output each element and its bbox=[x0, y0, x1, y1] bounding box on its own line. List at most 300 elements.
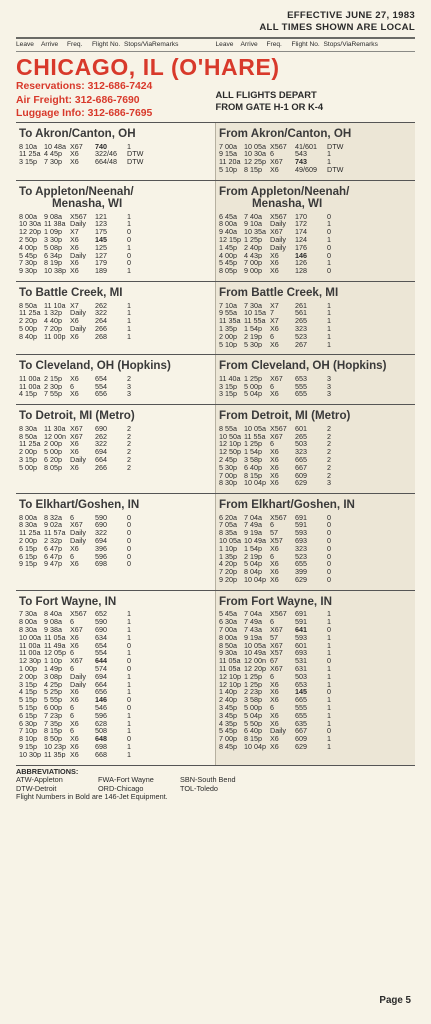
flight-row bbox=[219, 464, 415, 472]
leave-time: 11 25a bbox=[19, 309, 41, 318]
frequency: X6 bbox=[70, 448, 79, 456]
leave-time: 10 30a bbox=[19, 220, 41, 229]
contacts-block bbox=[16, 80, 415, 122]
leave-time: 4 15p bbox=[19, 390, 37, 399]
remarks bbox=[355, 383, 379, 391]
leave-time: 6 15p bbox=[19, 544, 37, 553]
abbr-item: ORD-Chicago bbox=[98, 783, 144, 793]
flight-row bbox=[219, 383, 415, 391]
flight-row bbox=[19, 626, 215, 634]
frequency: X6 bbox=[270, 251, 279, 260]
remarks bbox=[355, 333, 379, 341]
stops-via: DTW bbox=[127, 158, 144, 166]
leave-time: 5 00p bbox=[19, 463, 37, 472]
frequency: Daily bbox=[270, 243, 286, 252]
frequency: X6 bbox=[270, 688, 279, 697]
flight-number: 266 bbox=[95, 463, 107, 472]
arrive-time: 7 40a bbox=[244, 212, 262, 221]
remarks bbox=[355, 252, 379, 260]
arrive-time: 2 19p bbox=[244, 332, 262, 341]
remarks bbox=[355, 553, 379, 561]
arrive-time: 10 15a bbox=[244, 309, 266, 318]
flight-number: 546 bbox=[95, 703, 107, 712]
remarks bbox=[355, 456, 379, 464]
route-title: From Battle Creek, MI bbox=[219, 286, 339, 300]
arrive-time: 8 15p bbox=[44, 727, 62, 736]
flight-number: 655 bbox=[295, 390, 307, 399]
stops-via: 2 bbox=[327, 463, 331, 472]
stops-via: 1 bbox=[127, 243, 131, 252]
remarks bbox=[355, 545, 379, 553]
stops-via: 1 bbox=[127, 727, 131, 736]
flight-row bbox=[19, 143, 215, 151]
route-section bbox=[16, 181, 415, 281]
flight-number: 396 bbox=[95, 544, 107, 553]
leave-time: 8 50a bbox=[19, 432, 37, 441]
flight-row bbox=[219, 317, 415, 325]
arrive-time: 11 38a bbox=[44, 220, 66, 229]
arrive-time: 11 05a bbox=[44, 633, 66, 642]
stops-via: 0 bbox=[127, 735, 131, 743]
arrive-time: 6 47p bbox=[44, 552, 62, 561]
flight-row bbox=[219, 244, 415, 252]
frequency: X6 bbox=[70, 374, 79, 383]
departures-to bbox=[16, 282, 215, 354]
remarks bbox=[355, 213, 379, 221]
flight-row bbox=[19, 150, 215, 158]
flight-row bbox=[19, 333, 215, 341]
flight-row bbox=[19, 649, 215, 657]
arrive-time: 5 55p bbox=[44, 696, 62, 704]
flight-row bbox=[19, 529, 215, 537]
arrive-time: 2 15p bbox=[44, 374, 62, 383]
arrive-time: 2 30p bbox=[44, 382, 62, 391]
arrive-time: 1 54p bbox=[244, 324, 262, 333]
route-title: From Cleveland, OH (Hopkins) bbox=[219, 359, 387, 373]
arrive-time: 5 08p bbox=[44, 243, 62, 252]
flight-row bbox=[219, 537, 415, 545]
flight-number: 124 bbox=[295, 236, 307, 244]
leave-time: 3 15p bbox=[19, 680, 37, 689]
remarks bbox=[355, 317, 379, 325]
leave-time: 11 25a bbox=[19, 529, 41, 538]
flight-number: 322 bbox=[95, 440, 107, 449]
flight-number: 508 bbox=[95, 727, 107, 736]
reservations-phone: Reservations: 312-686-7424 bbox=[16, 81, 153, 92]
flight-row bbox=[19, 259, 215, 267]
flight-number: 175 bbox=[95, 228, 107, 237]
flight-row bbox=[219, 213, 415, 221]
flight-row bbox=[19, 696, 215, 704]
air-freight-phone: Air Freight: 312-686-7690 bbox=[16, 94, 140, 106]
flight-number: 176 bbox=[295, 243, 307, 252]
flight-row bbox=[19, 720, 215, 728]
remarks bbox=[155, 143, 179, 151]
frequency: Daily bbox=[270, 727, 286, 736]
remarks bbox=[155, 681, 179, 689]
flight-number: 41/601 bbox=[295, 142, 317, 151]
flight-row bbox=[219, 333, 415, 341]
stops-via: 2 bbox=[327, 424, 331, 433]
remarks bbox=[355, 618, 379, 626]
remarks bbox=[355, 228, 379, 236]
flight-row bbox=[219, 568, 415, 576]
remarks bbox=[155, 545, 179, 553]
stops-via: 0 bbox=[127, 521, 131, 530]
leave-time: 6 30a bbox=[219, 618, 237, 626]
remarks bbox=[355, 657, 379, 665]
route-title: From Fort Wayne, IN bbox=[219, 594, 332, 608]
departures-to bbox=[16, 591, 215, 765]
flight-row bbox=[219, 267, 415, 275]
city-title: CHICAGO, IL (O'HARE) bbox=[16, 54, 280, 80]
remarks bbox=[355, 642, 379, 650]
arrive-time: 10 04p bbox=[244, 576, 266, 584]
flight-number: 121 bbox=[95, 212, 107, 221]
remarks bbox=[355, 448, 379, 456]
flight-row bbox=[19, 433, 215, 441]
flight-number: 654 bbox=[95, 641, 107, 650]
stops-via: 1 bbox=[327, 680, 331, 689]
frequency: Daily bbox=[70, 220, 86, 229]
flight-row bbox=[219, 649, 415, 657]
leave-time: 11 35a bbox=[219, 317, 241, 325]
leave-time: 9 30p bbox=[19, 267, 37, 276]
flight-number: 656 bbox=[95, 688, 107, 697]
flight-row bbox=[219, 576, 415, 584]
stops-via: 1 bbox=[327, 317, 331, 325]
flight-number: 531 bbox=[295, 657, 307, 665]
stops-via: 0 bbox=[127, 657, 131, 665]
route-title: From Elkhart/Goshen, IN bbox=[219, 498, 355, 512]
stops-via: 2 bbox=[327, 471, 331, 480]
frequency: X567 bbox=[270, 212, 287, 221]
flight-number: 523 bbox=[295, 332, 307, 341]
leave-time: 2 40p bbox=[219, 696, 237, 704]
stops-via: 1 bbox=[127, 680, 131, 689]
arrive-time: 9 19a bbox=[244, 633, 262, 642]
flight-number: 664 bbox=[95, 680, 107, 689]
leave-time: 10 00a bbox=[19, 633, 41, 642]
stops-via: 0 bbox=[327, 228, 331, 237]
flight-row bbox=[219, 158, 415, 166]
flight-number: 590 bbox=[95, 513, 107, 522]
flight-row bbox=[19, 325, 215, 333]
leave-time: 7 00a bbox=[219, 625, 237, 634]
leave-time: 1 45p bbox=[219, 243, 237, 252]
remarks bbox=[155, 673, 179, 681]
stops-via: 0 bbox=[327, 267, 331, 276]
flight-number: 698 bbox=[95, 560, 107, 569]
arrive-time: 10 30a bbox=[244, 150, 266, 159]
remarks bbox=[155, 529, 179, 537]
remarks bbox=[355, 341, 379, 349]
flight-number: 145 bbox=[295, 688, 307, 697]
remarks bbox=[355, 158, 379, 166]
flight-number: 634 bbox=[95, 633, 107, 642]
flight-row bbox=[19, 727, 215, 735]
arrive-time: 11 30a bbox=[44, 424, 66, 433]
arrive-time: 7 49a bbox=[244, 618, 262, 626]
stops-via: 0 bbox=[327, 529, 331, 538]
stops-via: 2 bbox=[127, 448, 131, 456]
arrive-time: 1 32p bbox=[44, 309, 62, 318]
frequency: X6 bbox=[70, 742, 79, 751]
arrive-time: 1 49p bbox=[44, 664, 62, 673]
flight-number: 266 bbox=[95, 324, 107, 333]
leave-time: 2 00p bbox=[19, 672, 37, 681]
remarks bbox=[155, 657, 179, 665]
flight-number: 503 bbox=[295, 672, 307, 681]
route-title: To Appleton/Neenah/ bbox=[19, 184, 134, 198]
flight-number: 126 bbox=[295, 259, 307, 268]
route-title: To Elkhart/Goshen, IN bbox=[19, 498, 140, 512]
flight-number: 555 bbox=[295, 703, 307, 712]
stops-via: 1 bbox=[127, 309, 131, 318]
flight-row bbox=[219, 448, 415, 456]
remarks bbox=[355, 425, 379, 433]
flight-row bbox=[19, 642, 215, 650]
frequency: X6 bbox=[270, 742, 279, 751]
stops-via: 1 bbox=[127, 742, 131, 751]
arrive-time: 11 55a bbox=[244, 432, 266, 441]
frequency: Daily bbox=[70, 680, 86, 689]
stops-via: 1 bbox=[327, 610, 331, 619]
flight-row bbox=[19, 634, 215, 642]
flight-row bbox=[19, 309, 215, 317]
stops-via: 1 bbox=[327, 309, 331, 318]
leave-time: 5 10p bbox=[219, 340, 237, 349]
flight-number: 693 bbox=[295, 537, 307, 545]
column-header: Remarks bbox=[351, 41, 378, 48]
flight-row bbox=[219, 673, 415, 681]
stops-via: 3 bbox=[327, 479, 331, 488]
flight-number: 694 bbox=[95, 672, 107, 681]
flight-row bbox=[219, 150, 415, 158]
leave-time: 7 20p bbox=[219, 568, 237, 577]
column-header: Freq. bbox=[266, 41, 282, 48]
flight-row bbox=[19, 673, 215, 681]
remarks bbox=[155, 514, 179, 522]
stops-via: 1 bbox=[327, 259, 331, 268]
remarks bbox=[355, 236, 379, 244]
flight-row bbox=[19, 665, 215, 673]
remarks bbox=[155, 383, 179, 391]
arrive-time: 1 54p bbox=[244, 544, 262, 553]
flight-number: 145 bbox=[95, 236, 107, 244]
leave-time: 5 30p bbox=[219, 463, 237, 472]
flight-number: 628 bbox=[95, 719, 107, 728]
frequency: X6 bbox=[270, 259, 279, 268]
route-section bbox=[16, 494, 415, 590]
flight-number: 261 bbox=[295, 301, 307, 310]
arrive-time: 10 04p bbox=[244, 479, 266, 488]
frequency: X6 bbox=[270, 560, 279, 569]
remarks bbox=[355, 704, 379, 712]
stops-via: 1 bbox=[327, 649, 331, 658]
frequency: X6 bbox=[70, 544, 79, 553]
flight-number: 543 bbox=[295, 150, 307, 159]
flight-row bbox=[219, 440, 415, 448]
leave-time: 4 20p bbox=[219, 560, 237, 569]
frequency: 7 bbox=[270, 309, 274, 318]
stops-via: 3 bbox=[127, 382, 131, 391]
flight-row bbox=[219, 634, 415, 642]
leave-time: 12 10p bbox=[219, 680, 241, 689]
remarks bbox=[155, 220, 179, 228]
effective-line: EFFECTIVE JUNE 27, 1983 bbox=[287, 10, 415, 21]
leave-time: 8 00a bbox=[19, 212, 37, 221]
flight-row bbox=[219, 375, 415, 383]
abbr-item: ATW-Appleton bbox=[16, 775, 63, 785]
stops-via: 0 bbox=[327, 625, 331, 634]
column-header: Flight No. bbox=[92, 41, 121, 48]
arrive-time: 8 19p bbox=[44, 259, 62, 268]
flight-row bbox=[219, 681, 415, 689]
flight-row bbox=[19, 537, 215, 545]
remarks bbox=[155, 735, 179, 743]
arrive-time: 6 34p bbox=[44, 251, 62, 260]
leave-time: 9 30a bbox=[219, 649, 237, 658]
frequency: X67 bbox=[270, 228, 283, 237]
stops-via: 1 bbox=[327, 641, 331, 650]
leave-time: 1 10p bbox=[219, 544, 237, 553]
remarks bbox=[155, 317, 179, 325]
flight-number: 555 bbox=[295, 382, 307, 391]
frequency: X67 bbox=[270, 158, 283, 166]
arrive-time: 4 40p bbox=[44, 317, 62, 325]
remarks bbox=[355, 259, 379, 267]
stops-via: 3 bbox=[127, 390, 131, 399]
remarks bbox=[155, 626, 179, 634]
flight-row bbox=[219, 166, 415, 174]
flight-row bbox=[219, 514, 415, 522]
flight-number: 690 bbox=[95, 625, 107, 634]
flight-number: 609 bbox=[295, 471, 307, 480]
flight-number: 267 bbox=[295, 340, 307, 349]
leave-time: 3 45p bbox=[219, 711, 237, 720]
stops-via: 1 bbox=[327, 618, 331, 626]
remarks bbox=[155, 521, 179, 529]
leave-time: 12 20p bbox=[19, 228, 41, 237]
flight-number: 172 bbox=[295, 220, 307, 229]
column-headers-right bbox=[216, 39, 416, 50]
abbr-item: SBN-South Bend bbox=[180, 775, 236, 785]
flight-number: 629 bbox=[295, 742, 307, 751]
leave-time: 2 50p bbox=[19, 236, 37, 244]
flight-number: 655 bbox=[295, 560, 307, 569]
frequency: X67 bbox=[270, 625, 283, 634]
remarks bbox=[155, 464, 179, 472]
abbreviations bbox=[16, 768, 415, 802]
flight-number: 591 bbox=[295, 521, 307, 530]
flight-row bbox=[19, 688, 215, 696]
flight-number: 653 bbox=[295, 374, 307, 383]
remarks bbox=[355, 440, 379, 448]
column-header: Stops/Via bbox=[323, 41, 352, 48]
arrive-time: 6 47p bbox=[44, 544, 62, 553]
arrivals-from bbox=[215, 494, 415, 590]
departures-to bbox=[16, 405, 215, 493]
flight-row bbox=[219, 626, 415, 634]
column-header: Leave bbox=[16, 41, 34, 48]
flight-row bbox=[19, 375, 215, 383]
frequency: X567 bbox=[270, 513, 287, 522]
stops-via: 2 bbox=[327, 455, 331, 464]
frequency: 6 bbox=[270, 521, 274, 530]
route-title: To Detroit, MI (Metro) bbox=[19, 409, 135, 423]
arrive-time: 3 58p bbox=[244, 455, 262, 464]
leave-time: 2 00p bbox=[19, 448, 37, 456]
leave-time: 11 00a bbox=[19, 641, 41, 650]
arrive-time: 7 04a bbox=[244, 610, 262, 619]
flight-number: 743 bbox=[295, 158, 307, 166]
stops-via: 1 bbox=[327, 158, 331, 166]
frequency: X6 bbox=[270, 568, 279, 577]
stops-via: 1 bbox=[127, 212, 131, 221]
arrive-time: 5 04p bbox=[244, 711, 262, 720]
flight-number: 323 bbox=[295, 324, 307, 333]
leave-time: 7 10p bbox=[19, 727, 37, 736]
flight-number: 596 bbox=[95, 552, 107, 561]
flight-row bbox=[19, 618, 215, 626]
frequency: X6 bbox=[270, 544, 279, 553]
remarks bbox=[355, 610, 379, 618]
arrivals-from bbox=[215, 282, 415, 354]
frequency: X567 bbox=[270, 142, 287, 151]
leave-time: 12 10p bbox=[219, 440, 241, 449]
remarks bbox=[155, 228, 179, 236]
remarks bbox=[355, 433, 379, 441]
flight-row bbox=[219, 521, 415, 529]
arrive-time: 9 08a bbox=[44, 212, 62, 221]
frequency: 6 bbox=[270, 332, 274, 341]
flight-row bbox=[19, 521, 215, 529]
effective-date bbox=[16, 10, 415, 34]
column-header: Arrive bbox=[41, 41, 59, 48]
arrive-time: 1 25p bbox=[244, 680, 262, 689]
frequency: 6 bbox=[70, 618, 74, 626]
remarks bbox=[355, 150, 379, 158]
route-section bbox=[16, 405, 415, 493]
flight-row bbox=[219, 657, 415, 665]
remarks bbox=[155, 649, 179, 657]
remarks bbox=[155, 642, 179, 650]
leave-time: 10 05a bbox=[219, 537, 241, 545]
stops-via: 0 bbox=[127, 544, 131, 553]
flight-number: 399 bbox=[295, 568, 307, 577]
timetable-page bbox=[16, 10, 415, 1016]
remarks bbox=[355, 267, 379, 275]
stops-via: 0 bbox=[127, 560, 131, 569]
leave-time: 5 10p bbox=[219, 165, 237, 174]
arrive-time: 5 04p bbox=[244, 560, 262, 569]
arrive-time: 12 20p bbox=[244, 664, 266, 673]
leave-time: 8 50a bbox=[219, 641, 237, 650]
arrive-time: 3 30p bbox=[44, 236, 62, 244]
frequency: X57 bbox=[270, 537, 283, 545]
remarks bbox=[155, 634, 179, 642]
leave-time: 7 00a bbox=[219, 142, 237, 151]
arrive-time: 4 43p bbox=[244, 251, 262, 260]
arrive-time: 12 25p bbox=[244, 158, 266, 166]
column-header: Remarks bbox=[152, 41, 179, 48]
departures-to bbox=[16, 181, 215, 281]
arrive-time: 6 40p bbox=[244, 727, 262, 736]
frequency: X6 bbox=[270, 711, 279, 720]
frequency: X6 bbox=[270, 390, 279, 399]
flight-number: 654 bbox=[95, 374, 107, 383]
